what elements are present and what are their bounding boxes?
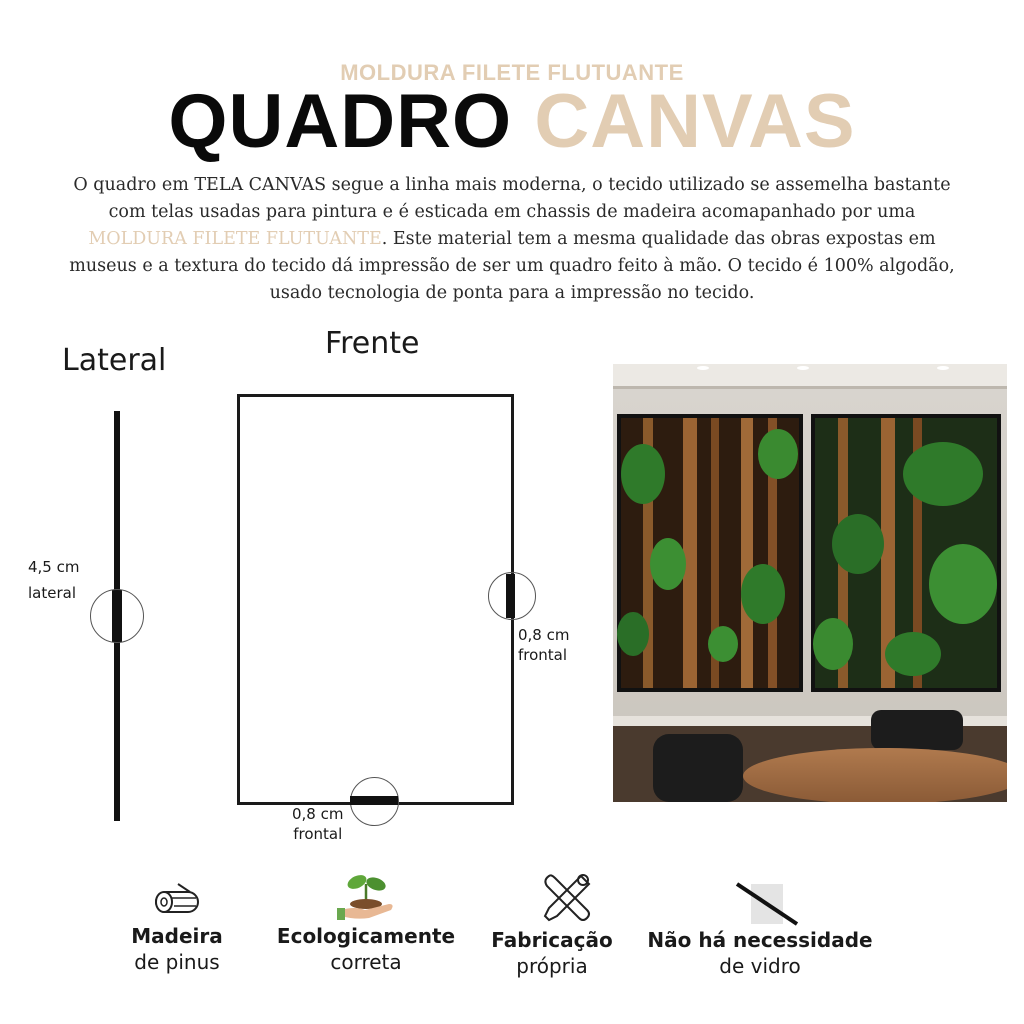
description-line bbox=[40, 226, 984, 253]
page-title bbox=[0, 79, 1024, 164]
description bbox=[40, 172, 984, 307]
frontal-right-value: 0,8 cm bbox=[518, 626, 570, 644]
description-line-rest: . Este material tem a mesma qualidade das obras expostas em bbox=[381, 229, 936, 249]
frente-label: Frente bbox=[325, 326, 420, 361]
frontal-right-unit: frontal bbox=[518, 646, 568, 664]
feature-subtitle: de pinus bbox=[134, 950, 220, 974]
description-line: com telas usadas para pintura e é esticada em chassis de madeira acomapanhado por uma bbox=[108, 202, 916, 222]
description-line: usado tecnologia de ponta para a impressão no tecido. bbox=[269, 283, 755, 303]
wood-log-icon bbox=[150, 880, 206, 918]
room-photo bbox=[613, 364, 1007, 802]
description-line: museus e a textura do tecido dá impressão de ser um quadro feito à mão. O tecido é 100% algodão, bbox=[69, 256, 955, 276]
description-line: O quadro em TELA CANVAS segue a linha mais moderna, o tecido utilizado se assemelha bastante bbox=[73, 175, 951, 195]
lateral-measure bbox=[28, 556, 79, 604]
description-highlight: MOLDURA FILETE FLUTUANTE bbox=[88, 229, 382, 249]
frontal-bottom-unit: frontal bbox=[293, 825, 343, 843]
feature-title: Fabricação bbox=[491, 928, 613, 952]
feature-subtitle: correta bbox=[330, 950, 402, 974]
lateral-label: Lateral bbox=[62, 343, 167, 378]
feature-title: Não há necessidade bbox=[647, 928, 873, 952]
lateral-magnify-circle bbox=[90, 589, 144, 643]
front-frame bbox=[237, 394, 514, 805]
frontal-right-measure bbox=[518, 624, 569, 666]
feature-title: Madeira bbox=[131, 924, 223, 948]
feature-subtitle: própria bbox=[516, 954, 588, 978]
lateral-measure-value: 4,5 cm bbox=[28, 558, 80, 576]
front-bottom-thickness-marker bbox=[350, 796, 398, 805]
feature-madeira bbox=[107, 924, 247, 974]
feature-sem-vidro bbox=[636, 928, 884, 978]
feature-title: Ecologicamente bbox=[276, 924, 456, 948]
lateral-measure-unit: lateral bbox=[28, 584, 76, 602]
subtitle: MOLDURA FILETE FLUTUANTE bbox=[340, 60, 684, 85]
front-right-thickness-marker bbox=[506, 574, 515, 618]
frontal-bottom-measure bbox=[292, 803, 343, 845]
tools-icon bbox=[535, 870, 595, 926]
no-glass-icon bbox=[735, 880, 801, 930]
frontal-bottom-value: 0,8 cm bbox=[292, 805, 344, 823]
plant-hand-icon bbox=[335, 870, 397, 924]
feature-ecologicamente bbox=[260, 924, 472, 974]
title-word-quadro: QUADRO bbox=[168, 79, 513, 164]
feature-subtitle: de vidro bbox=[719, 954, 801, 978]
feature-fabricacao bbox=[482, 928, 622, 978]
title-word-canvas: CANVAS bbox=[534, 79, 856, 164]
